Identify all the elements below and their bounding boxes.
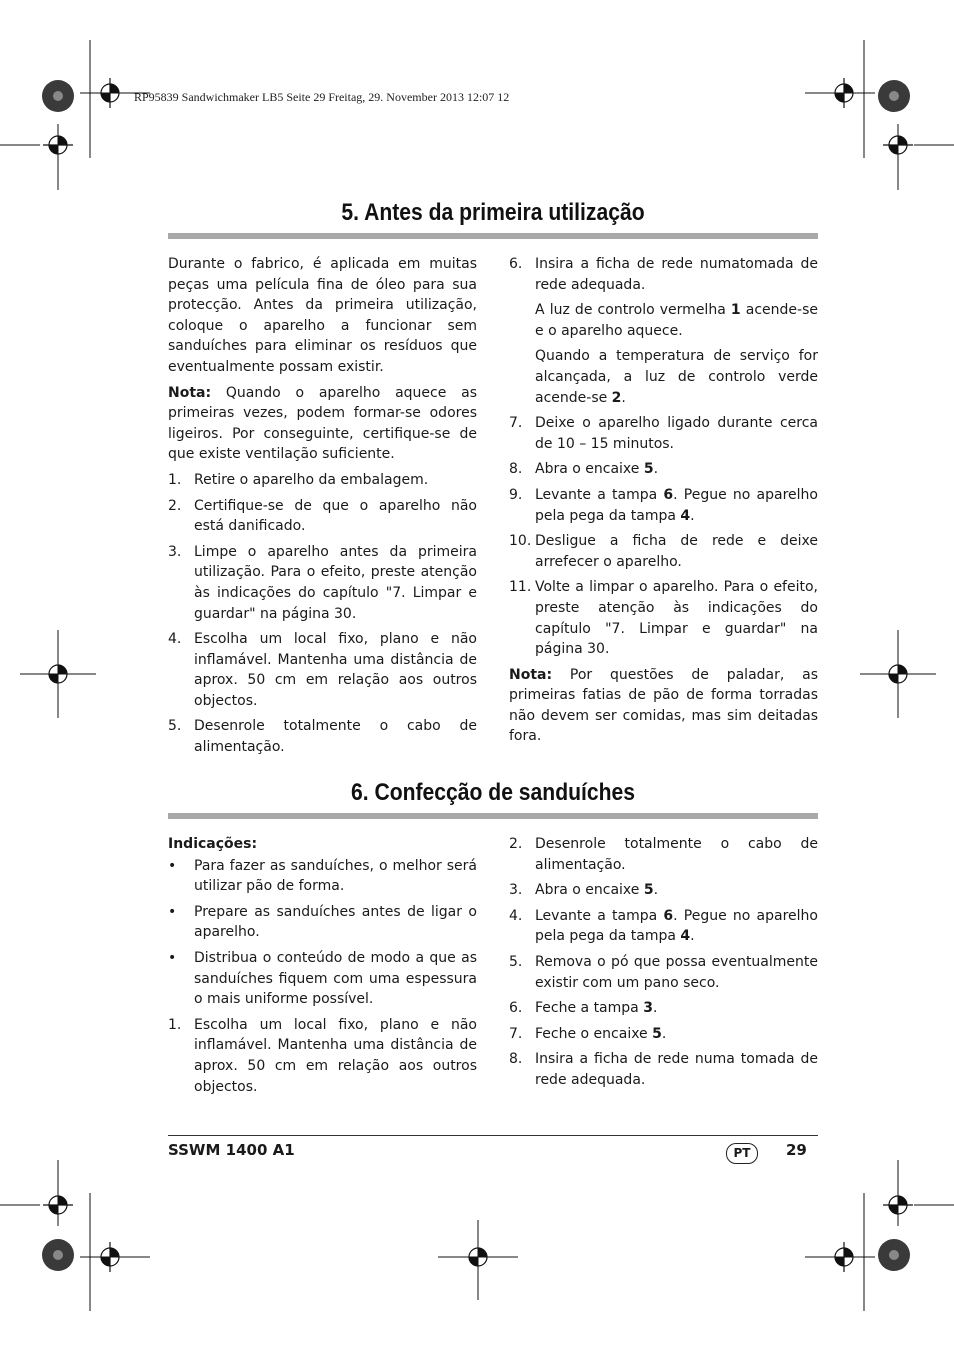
bullet-item: • Para fazer as sanduíches, o melhor será utilizar pão de forma. <box>168 857 477 895</box>
list-item: 2. Desenrole totalmente o cabo de alimentação. <box>509 836 818 873</box>
note-paragraph <box>509 665 818 747</box>
list-item: 1. Escolha um local fixo, plano e não inflamável. Mantenha uma distância de aprox. 50 cm em relação aos outros objectos. <box>168 1016 477 1095</box>
section-5-right-column <box>509 254 818 752</box>
section-5-title: 5. Antes da primeira utilização <box>341 199 645 226</box>
section-5-left-column <box>168 254 477 763</box>
page-number: 29 <box>786 1141 807 1159</box>
section-6-left-column <box>168 834 477 1102</box>
list-item: 6. Insira a ficha de rede numatomada de rede adequada. <box>509 256 818 293</box>
list-item: 4. Escolha um local fixo, plano e não inflamável. Mantenha uma distância de aprox. 50 cm em relação aos outros objectos. <box>168 631 477 709</box>
list-item: 10. Desligue a ficha de rede e deixe arrefecer o aparelho. <box>509 533 818 570</box>
list-item: 6. Feche a tampa 3. <box>509 1000 658 1017</box>
list-item: 7. Feche o encaixe 5. <box>509 1025 667 1042</box>
note-text: Quando o aparelho aquece as primeiras vezes, podem formar-se odores ligeiros. Por conseguinte, certifique-se de que existe ventilação suficiente. <box>168 384 477 463</box>
list-item: 3. Abra o encaixe 5. <box>509 882 659 899</box>
list-item: 9. Levante a tampa 6. Pegue no aparelho pela pega da tampa 4. <box>509 486 818 524</box>
section-6-rule <box>168 813 818 819</box>
list-item: 2. Certifique-se de que o aparelho não está danificado. <box>168 497 477 535</box>
section-6-title: 6. Confecção de sanduíches <box>350 779 636 806</box>
step-6-detail-2: Quando a temperatura de serviço for alcançada, a luz de controlo verde acende-se 2. <box>535 348 818 406</box>
list-item: 7. Deixe o aparelho ligado durante cerca de 10 – 15 minutos. <box>509 415 818 452</box>
print-metadata: RP95839 Sandwichmaker LB5 Seite 29 Freitag, 29. November 2013 12:07 12 <box>134 90 510 104</box>
list-item: 11. Volte a limpar o aparelho. Para o efeito, preste atenção às indicações do capítulo "7. Limpar e guardar" na página 30. <box>509 579 818 658</box>
footer-rule <box>168 1135 818 1136</box>
indications-label: Indicações: <box>168 836 258 852</box>
list-item: 3. Limpe o aparelho antes da primeira utilização. Para o efeito, preste atenção às indicações do capítulo "7. Limpar e guardar" na página 30. <box>168 543 477 622</box>
footer-model: SSWM 1400 A1 <box>168 1141 295 1159</box>
list-item: 8. Abra o encaixe 5. <box>509 461 659 478</box>
step-6-detail-1: A luz de controlo vermelha 1 acende-se e o aparelho aquece. <box>535 302 818 339</box>
list-item: 4. Levante a tampa 6. Pegue no aparelho pela pega da tampa 4. <box>509 907 818 945</box>
note-text: Por questões de paladar, as primeiras fatias de pão de forma torradas não devem ser comidas, mas sim deitadas fora. <box>509 666 818 745</box>
section-6-right-column <box>509 834 818 1096</box>
intro-paragraph: Durante o fabrico, é aplicada em muitas peças uma película fina de óleo para sua protecção. Antes da primeira utilização, coloque o aparelho a funcionar sem sanduíches para eliminar os resíduos que eventualmente possam existir. <box>168 256 477 375</box>
bullet-item: • Distribua o conteúdo de modo a que as sanduíches fiquem com uma espessura o mais uniforme possível. <box>168 949 477 1008</box>
list-item: 5. Desenrole totalmente o cabo de alimentação. <box>168 718 477 756</box>
list-item: 8. Insira a ficha de rede numa tomada de rede adequada. <box>509 1051 818 1088</box>
language-badge: PT <box>726 1143 758 1164</box>
section-5-rule <box>168 233 818 239</box>
list-item: 5. Remova o pó que possa eventualmente existir com um pano seco. <box>509 953 818 991</box>
bullet-item: • Prepare as sanduíches antes de ligar o aparelho. <box>168 903 477 941</box>
list-item: 1. Retire o aparelho da embalagem. <box>168 471 429 488</box>
note-label: Nota: <box>168 384 212 401</box>
note-label: Nota: <box>509 666 553 683</box>
note-paragraph <box>168 383 477 465</box>
